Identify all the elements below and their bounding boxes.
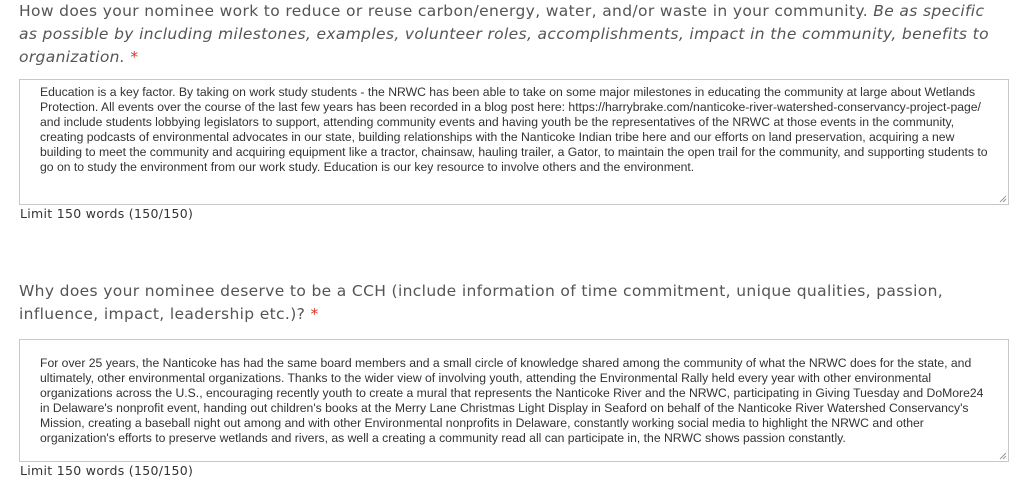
resize-grip-icon[interactable] — [998, 451, 1007, 460]
required-mark: * — [130, 48, 139, 66]
word-limit-2: Limit 150 words (150/150) — [20, 463, 194, 478]
question-1-text: How does your nominee work to reduce or reuse carbon/energy, water, and/or waste in your community. — [19, 2, 874, 20]
resize-grip-icon[interactable] — [998, 194, 1007, 203]
question-1-emphasis: Be as specific as possible by including milestones, examples, volunteer roles, accomplishments, impact in the community, benefits to organization. — [19, 2, 989, 66]
question-1-label — [19, 0, 989, 69]
required-mark: * — [310, 305, 319, 323]
word-limit-1: Limit 150 words (150/150) — [20, 206, 194, 221]
answer-2-textarea[interactable] — [19, 339, 1009, 462]
question-2-label — [19, 280, 989, 326]
question-2-text: Why does your nominee deserve to be a CCH (include information of time commitment, unique qualities, passion, influence, impact, leadership etc.)? — [19, 282, 944, 323]
answer-2-text: For over 25 years, the Nanticoke has had the same board members and a small circle of knowledge shared among the community of what the NRWC does for the state, and ultimately, other environmental organizations. Thanks to the wider view of involving youth, attending the Environmental Rally held every year with other environmental organizations across the U.S., encouraging recently youth to create a mural that represents the Nanticoke River and the NRWC, participating in Giving Tuesday and DoMore24 in Delaware's nonprofit event, handing out children's books at the Merry Lane Christmas Light Display in Seaford on behalf of the Nanticoke River Watershed Conservancy's Mission, creating a baseball night out among and with other Environmental nonprofits in Delaware, constantly working social media to highlight the NRWC and other organization's efforts to preserve wetlands and rivers, as well a creating a community read all can participate in, the NRWC shows passion constantly. — [40, 356, 984, 446]
answer-1-text: Education is a key factor. By taking on work study students - the NRWC has been able to take on some major milestones in educating the community at large about Wetlands Protection. All events over the course of the last few years has been recorded in a blog post here: https://harrybrake.com/nanticoke-river-watershed-conservancy-project-page/ and include students lobbying legislators to support, attending community events and having youth be the representatives of the NRWC at those events in the community, creating podcasts of environmental advocates in our state, building relationships with the Nanticoke Indian tribe here and our efforts on land preservation, acquiring a new building to meet the community and acquiring equipment like a tractor, chainsaw, hauling trailer, a Gator, to maintain the open trail for the community, and supporting students to go on to study the environment from our work study. Education is our key resource to involve others and the environment. — [40, 85, 988, 175]
answer-1-textarea[interactable] — [19, 79, 1009, 205]
